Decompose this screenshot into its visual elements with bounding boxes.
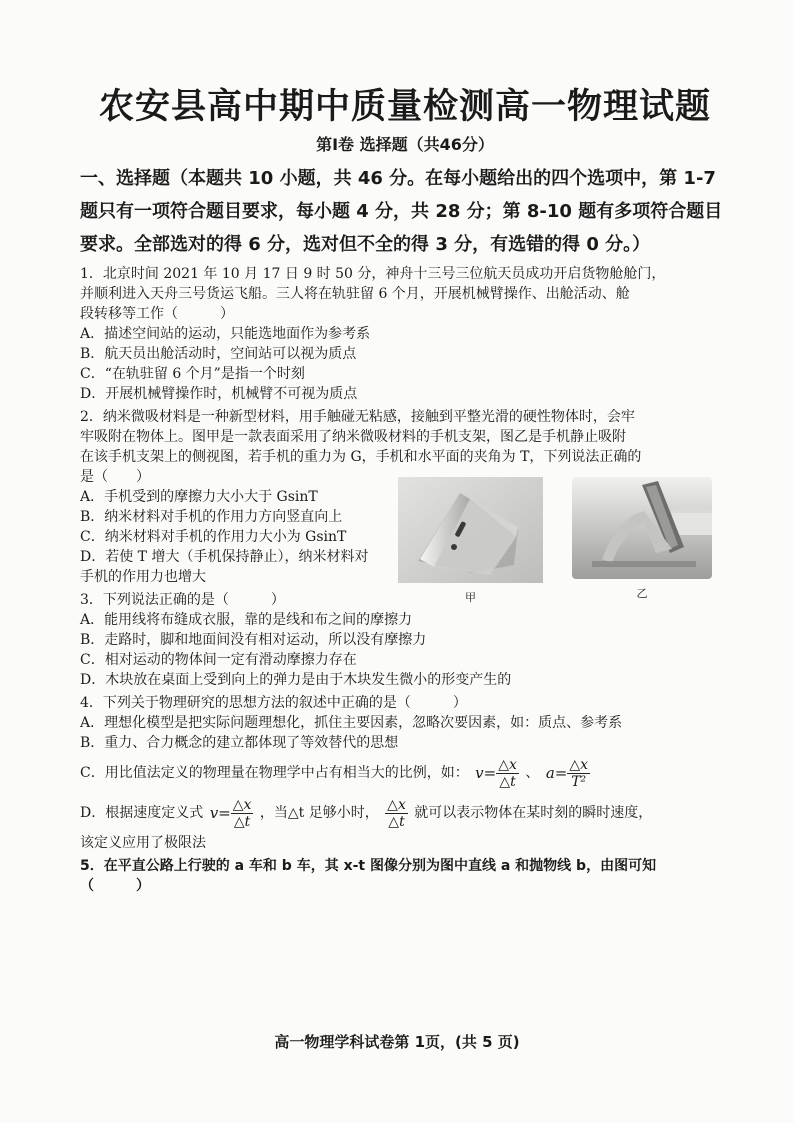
question-stem-line: 段转移等工作（ ） xyxy=(80,306,234,322)
option-c xyxy=(80,753,730,793)
fraction xyxy=(496,757,519,790)
ratio-formula xyxy=(385,797,408,830)
option-d xyxy=(80,793,730,833)
option-c-text: C．用比值法定义的物理量在物理学中占有相当大的比例，如： xyxy=(80,765,469,781)
phone-stand-photo xyxy=(398,477,543,583)
separator: 、 xyxy=(525,765,540,781)
question-stem-line: 5．在平直公路上行驶的 a 车和 b 车，其 x-t 图像分别为图中直线 a 和抛物线 b，由图可知 xyxy=(80,858,657,874)
question-stem-line: 4．下列关于物理研究的思想方法的叙述中正确的是（ ） xyxy=(80,695,467,711)
section-subtitle: 第Ⅰ卷 选择题（共46分） xyxy=(316,135,494,154)
instruction-line: 要求。全部选对的得 6 分，选对但不全的得 3 分，有选错的得 0 分。） xyxy=(80,234,651,255)
symbol-a: a xyxy=(545,764,555,782)
option-b: B．纳米材料对手机的作用力方向竖直向上 xyxy=(80,509,343,525)
option-a: A．描述空间站的运动，只能选地面作为参考系 xyxy=(80,326,371,342)
option-d: D．若使 T 增大（手机保持静止），纳米材料对 xyxy=(80,549,369,565)
symbol-v: v xyxy=(475,764,484,782)
fraction xyxy=(385,797,408,830)
option-d-text: ，当△t 足够小时， xyxy=(259,805,379,821)
option-b: B．航天员出舱活动时，空间站可以视为质点 xyxy=(80,346,357,362)
figure-jia xyxy=(398,477,543,608)
fraction-numerator: △x xyxy=(498,756,517,773)
fraction-numerator: △x xyxy=(232,796,252,813)
question-stem-line: 在该手机支架上的侧视图，若手机的重力为 G，手机和水平面的夹角为 T，下列说法正确的 xyxy=(80,449,642,465)
figure-label-jia: 甲 xyxy=(465,591,476,604)
symbol-v: v xyxy=(209,804,219,822)
question-stem-line: （ ） xyxy=(80,878,150,894)
option-c: C．纳米材料对手机的作用力大小为 GsinT xyxy=(80,529,347,545)
fraction-denominator: △t xyxy=(499,773,516,790)
fraction xyxy=(567,757,590,790)
instruction-line: 题只有一项符合题目要求，每小题 4 分，共 28 分；第 8-10 题有多项符合题目 xyxy=(80,201,723,222)
fraction-numerator: △x xyxy=(569,756,589,773)
question-1 xyxy=(80,264,730,404)
option-d-text: D．根据速度定义式 xyxy=(80,805,204,821)
question-stem-line: 1．北京时间 2021 年 10 月 17 日 9 时 50 分，神舟十三号三位航天员成功开启货物舱舱门， xyxy=(80,266,666,282)
question-stem-line: 牢吸附在物体上。图甲是一款表面采用了纳米微吸材料的手机支架，图乙是手机静止吸附 xyxy=(80,429,626,445)
fraction-denominator: △t xyxy=(388,813,405,830)
equals-sign: = xyxy=(218,804,231,822)
option-b: B．走路时，脚和地面间没有相对运动，所以没有摩擦力 xyxy=(80,632,427,648)
equals-sign: = xyxy=(483,764,497,782)
page-footer: 高一物理学科试卷第 1页，(共 5 页) xyxy=(274,1033,520,1051)
question-stem-line: 是（ ） xyxy=(80,469,150,485)
option-d-continued: 手机的作用力也增大 xyxy=(80,569,206,585)
option-d-continued: 该定义应用了极限法 xyxy=(80,835,206,851)
question-stem-line: 3．下列说法正确的是（ ） xyxy=(80,592,285,608)
figure-label-yi: 乙 xyxy=(636,587,648,600)
option-c: C．“在轨驻留 6 个月”是指一个时刻 xyxy=(80,366,305,382)
question-4 xyxy=(80,693,730,853)
question-stem-line: 并顺利进入天舟三号货运飞船。三人将在轨驻留 6 个月，开展机械臂操作、出舱活动、舱 xyxy=(80,286,630,302)
option-c: C．相对运动的物体间一定有滑动摩擦力存在 xyxy=(80,652,357,668)
fraction-numerator: △x xyxy=(387,796,406,813)
option-b: B．重力、合力概念的建立都体现了等效替代的思想 xyxy=(80,735,399,751)
velocity-ratio-formula xyxy=(475,753,519,793)
question-stem-line: 2．纳米微吸材料是一种新型材料，用手触碰无粘感，接触到平整光滑的硬性物体时，会牢 xyxy=(80,409,635,425)
option-a: A．手机受到的摩擦力大小大于 GsinT xyxy=(80,489,318,505)
exam-title: 农安县高中期中质量检测高一物理试题 xyxy=(98,87,711,127)
question-5 xyxy=(80,856,730,896)
velocity-definition-formula xyxy=(210,793,254,833)
instruction-line: 一、选择题（本题共 10 小题，共 46 分。在每小题给出的四个选项中，第 1-7 xyxy=(80,168,716,189)
section-instructions xyxy=(80,162,730,261)
acceleration-ratio-formula xyxy=(546,753,590,793)
option-a: A．能用线将布缝成衣服，靠的是线和布之间的摩擦力 xyxy=(80,612,413,628)
option-d-text: 就可以表示物体在某时刻的瞬时速度， xyxy=(414,805,653,821)
equals-sign: = xyxy=(554,764,568,782)
fraction-denominator: T² xyxy=(571,773,587,790)
phone-on-stand-side-view xyxy=(572,477,712,579)
option-d: D．木块放在桌面上受到向上的弹力是由于木块发生微小的形变产生的 xyxy=(80,672,512,688)
option-d: D．开展机械臂操作时，机械臂不可视为质点 xyxy=(80,386,358,402)
fraction xyxy=(231,797,254,830)
fraction-denominator: △t xyxy=(233,813,251,830)
figure-yi xyxy=(572,477,712,604)
option-a: A．理想化模型是把实际问题理想化，抓住主要因素，忽略次要因素，如：质点、参考系 xyxy=(80,715,623,731)
